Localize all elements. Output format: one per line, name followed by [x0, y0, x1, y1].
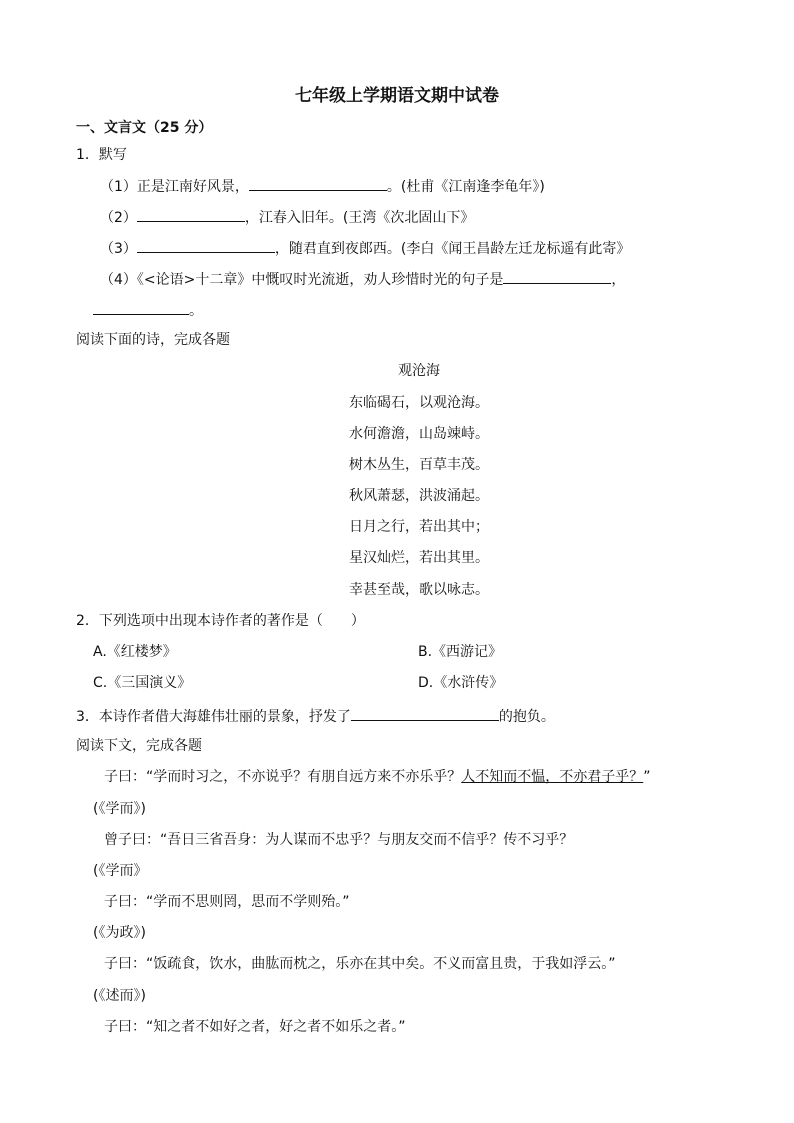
answer-blank[interactable]: [137, 237, 275, 253]
passage-source: (《学而》): [93, 801, 146, 817]
answer-blank[interactable]: [351, 705, 499, 721]
item-punct: ，: [611, 272, 626, 288]
poem-line: 幸甚至哉，歌以咏志。: [349, 582, 489, 598]
item-text: （2）: [100, 210, 137, 226]
passage-source: (《为政》): [93, 925, 146, 941]
passage-source: (《学而》: [93, 863, 148, 879]
question-1-item-4-cont: [93, 299, 203, 321]
item-source: ，江春入旧年。(王湾《次北固山下》: [244, 210, 475, 226]
question-text-end: 的抱负。: [498, 709, 555, 725]
answer-blank[interactable]: [137, 206, 245, 222]
poem-line: 秋风萧瑟，洪波涌起。: [349, 488, 489, 504]
page-title: 七年级上学期语文期中试卷: [295, 86, 499, 106]
question-text: 3．本诗作者借大海雄伟壮丽的景象，抒发了: [76, 709, 351, 725]
reading-instruction-2: 阅读下文，完成各题: [76, 738, 202, 754]
underlined-text: 人不知而不愠，不亦君子乎？: [461, 769, 644, 785]
reading-instruction: 阅读下面的诗，完成各题: [76, 332, 230, 348]
item-source: 。(杜甫《江南逢李龟年》): [386, 179, 545, 195]
question-1-item-2: [100, 206, 474, 228]
item-source: ，随君直到夜郎西。(李白《闻王昌龄左迁龙标遥有此寄》: [274, 241, 631, 257]
question-1-item-1: [100, 175, 545, 197]
passage-source: (《述而》): [93, 988, 146, 1004]
poem-line: 树木丛生，百草丰茂。: [349, 457, 489, 473]
section-heading: 一、文言文（25 分）: [76, 120, 213, 136]
item-text: （3）: [100, 241, 137, 257]
answer-blank[interactable]: [249, 175, 387, 191]
passage-line-4: 子曰：“饭疏食，饮水，曲肱而枕之，乐亦在其中矣。不义而富且贵，于我如浮云。”: [104, 956, 616, 972]
passage-line-3: 子曰：“学而不思则罔，思而不学则殆。”: [104, 894, 350, 910]
item-punct: 。: [189, 303, 203, 319]
poem-line: 日月之行，若出其中；: [349, 519, 489, 535]
option-d[interactable]: D.《水浒传》: [418, 675, 504, 691]
passage-text: ”: [643, 769, 651, 785]
question-1-heading: 1．默写: [76, 147, 127, 163]
poem-title: 观沧海: [398, 363, 440, 379]
passage-line-5: 子曰：“知之者不如好之者，好之者不如乐之者。”: [104, 1019, 406, 1035]
option-b[interactable]: B.《西游记》: [418, 644, 503, 660]
passage-line-2: 曾子曰：“吾日三省吾身：为人谋而不忠乎？与朋友交而不信乎？传不习乎？: [104, 832, 574, 848]
item-text: （4）《<论语>十二章》中慨叹时光流逝，劝人珍惜时光的句子是: [100, 272, 504, 288]
question-3: [76, 705, 555, 727]
passage-text: 子曰：“学而时习之，不亦说乎？有朋自远方来不亦乐乎？: [104, 769, 462, 785]
option-c[interactable]: C.《三国演义》: [93, 675, 192, 691]
item-text: （1）正是江南好风景，: [100, 179, 249, 195]
poem-line: 水何澹澹，山岛竦峙。: [349, 426, 489, 442]
poem-line: 星汉灿烂，若出其里。: [349, 550, 489, 566]
question-2-heading: 2．下列选项中出现本诗作者的著作是（ ）: [76, 613, 365, 629]
passage-line-1: [104, 767, 651, 787]
question-1-item-4: [100, 268, 625, 290]
answer-blank[interactable]: [503, 268, 611, 284]
answer-blank[interactable]: [93, 299, 189, 315]
option-a[interactable]: A.《红楼梦》: [93, 644, 177, 660]
question-1-item-3: [100, 237, 630, 259]
poem-line: 东临碣石，以观沧海。: [349, 395, 489, 411]
